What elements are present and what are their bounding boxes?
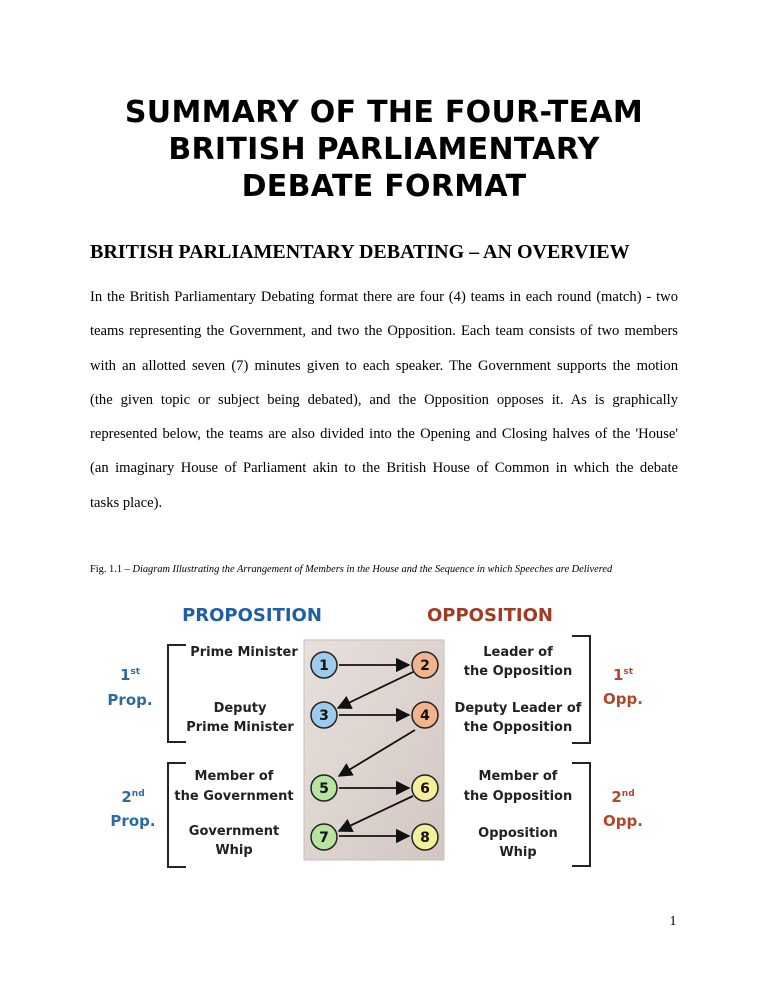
right-bracket-closing	[572, 763, 590, 866]
speaker-1	[311, 652, 337, 678]
debate-diagram	[0, 590, 768, 880]
opposition-heading: OPPOSITION	[427, 605, 553, 626]
role-line: Deputy	[213, 701, 267, 716]
speaker-8	[412, 824, 438, 850]
opp-team-1-label	[603, 666, 643, 708]
prop-team-1-label	[107, 666, 152, 709]
section-heading: BRITISH PARLIAMENTARY DEBATING – AN OVERVIEW	[90, 241, 630, 263]
team-number: 2	[611, 788, 622, 806]
svg-text:2nd	[611, 788, 634, 806]
paragraph-line: with an allotted seven (7) minutes given to each speaker. The Government supports the motion	[90, 357, 678, 374]
team-number: 1	[612, 666, 624, 684]
speaker-number: 5	[319, 781, 329, 797]
svg-text:1st	[120, 666, 141, 684]
opp-role-member-of-opposition	[464, 769, 572, 804]
paragraph-line: (the given topic or subject being debated), and the Opposition opposes it. As is graphically	[90, 391, 678, 408]
speaker-number: 3	[319, 708, 329, 724]
team-name: Prop.	[110, 812, 156, 830]
prop-role-government-whip	[189, 824, 279, 858]
paragraph-line: teams representing the Government, and two the Opposition. Each team consists of two members	[90, 323, 678, 340]
team-name: Opp.	[603, 690, 643, 708]
prop-role-deputy-prime-minister	[186, 701, 294, 735]
role-line: Opposition	[478, 826, 558, 841]
speaker-number: 8	[420, 830, 430, 846]
paragraph-line: In the British Parliamentary Debating format there are four (4) teams in each round (match) - two	[90, 289, 678, 305]
role-line: the Government	[174, 789, 294, 804]
speaker-2	[412, 652, 438, 678]
role-line: Government	[188, 824, 280, 839]
speaker-number: 6	[420, 781, 430, 797]
speaker-6	[412, 775, 438, 801]
role-line: the Opposition	[463, 789, 573, 804]
prop-team-2-label	[110, 788, 155, 830]
opp-role-deputy-leader-of-opposition	[455, 701, 582, 735]
role-line: Deputy Leader of	[454, 701, 582, 716]
role-line: Whip	[215, 843, 253, 858]
prop-role-prime-minister	[190, 645, 298, 660]
svg-text:2nd	[121, 788, 144, 806]
figure-caption	[90, 563, 710, 577]
speaker-4	[412, 702, 438, 728]
role-line: the Opposition	[463, 720, 573, 735]
svg-text:1st	[613, 666, 634, 684]
team-number: 2	[121, 788, 132, 806]
paragraph-line: (an imaginary House of Parliament akin to the British House of Common in which the debate	[90, 460, 678, 477]
team-name: Opp.	[603, 812, 643, 830]
speaker-3	[311, 702, 337, 728]
overview-paragraph	[90, 280, 678, 520]
role-line: Member of	[194, 769, 274, 784]
page-number: 1	[669, 914, 677, 929]
role-line: Whip	[499, 845, 537, 860]
team-ordinal: nd	[621, 789, 635, 799]
right-bracket-opening	[572, 636, 590, 743]
left-bracket-opening	[168, 645, 186, 742]
speaker-number: 4	[420, 708, 430, 724]
opp-team-2-label	[603, 788, 643, 830]
role-line: Member of	[478, 769, 558, 784]
team-ordinal: st	[130, 667, 141, 677]
opp-role-leader-of-opposition	[464, 645, 572, 679]
prop-role-member-of-government	[174, 769, 293, 804]
proposition-heading: PROPOSITION	[182, 605, 322, 626]
speaker-5	[311, 775, 337, 801]
role-line: Leader of	[483, 645, 553, 660]
speaker-7	[311, 824, 337, 850]
speaker-number: 1	[319, 658, 329, 674]
title-line-1: SUMMARY OF THE FOUR-TEAM	[124, 95, 644, 130]
team-ordinal: st	[623, 667, 634, 677]
paragraph-line: represented below, the teams are also divided into the Opening and Closing halves of the 'House'	[90, 426, 678, 443]
paragraph-line: tasks place).	[90, 494, 163, 511]
figure-label: Fig. 1.1 –	[90, 564, 133, 575]
speaker-number: 2	[420, 658, 430, 674]
opp-role-opposition-whip	[478, 826, 558, 860]
speaker-number: 7	[319, 830, 329, 846]
team-number: 1	[119, 666, 131, 684]
left-bracket-closing	[168, 763, 186, 867]
team-ordinal: nd	[131, 789, 145, 799]
role-line: Prime Minister	[190, 645, 298, 660]
title-line-3: DEBATE FORMAT	[241, 169, 527, 204]
team-name: Prop.	[107, 691, 153, 709]
role-line: Prime Minister	[186, 720, 294, 735]
figure-description: Diagram Illustrating the Arrangement of Members in the House and the Sequence in which Speeches are Delivered	[132, 564, 613, 575]
page-title	[0, 94, 768, 205]
title-line-2: BRITISH PARLIAMENTARY	[168, 132, 600, 167]
role-line: the Opposition	[463, 664, 573, 679]
